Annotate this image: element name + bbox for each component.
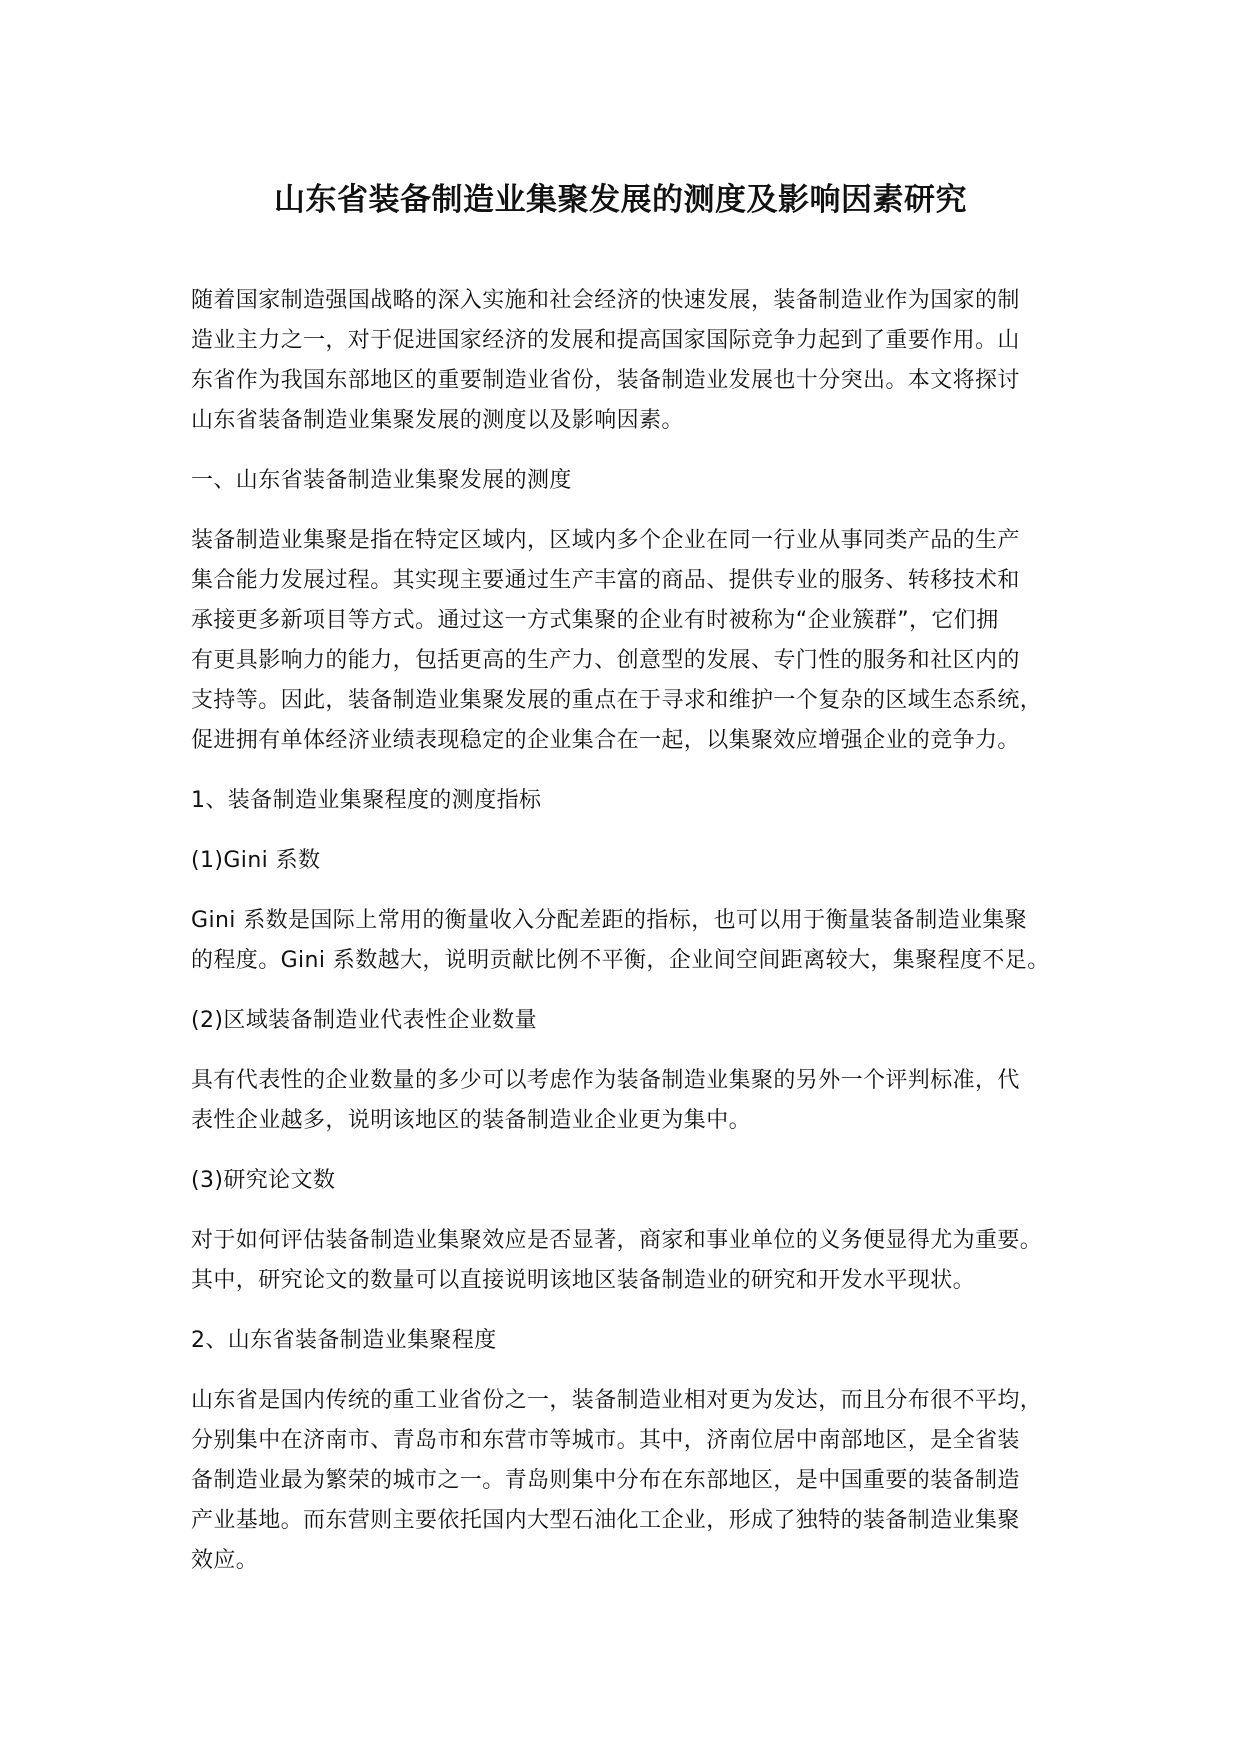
- text-line: 承接更多新项目等方式。通过这一方式集聚的企业有时被称为“企业簇群”，它们拥: [191, 608, 999, 633]
- text-line: 的程度。Gini 系数越大，说明贡献比例不平衡，企业间空间距离较大，集聚程度不足。: [191, 948, 1050, 973]
- text-line: Gini 系数是国际上常用的衡量收入分配差距的指标，也可以用于衡量装备制造业集聚: [191, 908, 1028, 933]
- text-line: 东省作为我国东部地区的重要制造业省份，装备制造业发展也十分突出。本文将探讨: [191, 368, 1020, 393]
- text-line: 集合能力发展过程。其实现主要通过生产丰富的商品、提供专业的服务、转移技术和: [191, 568, 1020, 593]
- text-line: 装备制造业集聚是指在特定区域内，区域内多个企业在同一行业从事同类产品的生产: [191, 528, 1020, 553]
- text-line: 表性企业越多，说明该地区的装备制造业企业更为集中。: [191, 1108, 752, 1133]
- subsection-heading-1: 1、装备制造业集聚程度的测度指标: [191, 788, 542, 813]
- text-line: 分别集中在济南市、青岛市和东营市等城市。其中，济南位居中南部地区，是全省装: [191, 1428, 1020, 1453]
- text-line: 促进拥有单体经济业绩表现稳定的企业集合在一起，以集聚效应增强企业的竞争力。: [191, 728, 1020, 753]
- text-line: 其中，研究论文的数量可以直接说明该地区装备制造业的研究和开发水平现状。: [191, 1268, 976, 1293]
- text-line: 支持等。因此，装备制造业集聚发展的重点在于寻求和维护一个复杂的区域生态系统，: [191, 688, 1043, 713]
- cluster-definition-paragraph: [191, 521, 1081, 761]
- document-title: 山东省装备制造业集聚发展的测度及影响因素研究: [274, 182, 967, 218]
- research-papers-paragraph: [191, 1221, 1081, 1301]
- text-line: 对于如何评估装备制造业集聚效应是否显著，商家和事业单位的义务便显得尤为重要。: [191, 1228, 1043, 1253]
- text-line: 随着国家制造强国战略的深入实施和社会经济的快速发展，装备制造业作为国家的制: [191, 288, 1020, 313]
- text-line: 山东省装备制造业集聚发展的测度以及影响因素。: [191, 408, 684, 433]
- text-line: 效应。: [191, 1548, 259, 1573]
- text-line: 具有代表性的企业数量的多少可以考虑作为装备制造业集聚的另外一个评判标准，代: [191, 1068, 1020, 1093]
- text-line: 产业基地。而东营则主要依托国内大型石油化工企业，形成了独特的装备制造业集聚: [191, 1508, 1020, 1533]
- shandong-cluster-paragraph: [191, 1381, 1081, 1581]
- item-heading-research-papers: (3)研究论文数: [191, 1168, 336, 1193]
- subsection-heading-2: 2、山东省装备制造业集聚程度: [191, 1328, 497, 1353]
- section-heading-1: 一、山东省装备制造业集聚发展的测度: [191, 468, 572, 493]
- item-heading-representative-firms: (2)区域装备制造业代表性企业数量: [191, 1008, 537, 1033]
- text-line: 有更具影响力的能力，包括更高的生产力、创意型的发展、专门性的服务和社区内的: [191, 648, 1020, 673]
- text-line: 备制造业最为繁荣的城市之一。青岛则集中分布在东部地区，是中国重要的装备制造: [191, 1468, 1020, 1493]
- document-body: [191, 281, 1081, 1601]
- item-heading-gini: (1)Gini 系数: [191, 848, 321, 873]
- representative-firms-paragraph: [191, 1061, 1081, 1141]
- text-line: 山东省是国内传统的重工业省份之一，装备制造业相对更为发达，而且分布很不平均，: [191, 1388, 1043, 1413]
- text-line: 造业主力之一，对于促进国家经济的发展和提高国家国际竞争力起到了重要作用。山: [191, 328, 1020, 353]
- intro-paragraph: [191, 281, 1081, 441]
- gini-paragraph: [191, 901, 1081, 981]
